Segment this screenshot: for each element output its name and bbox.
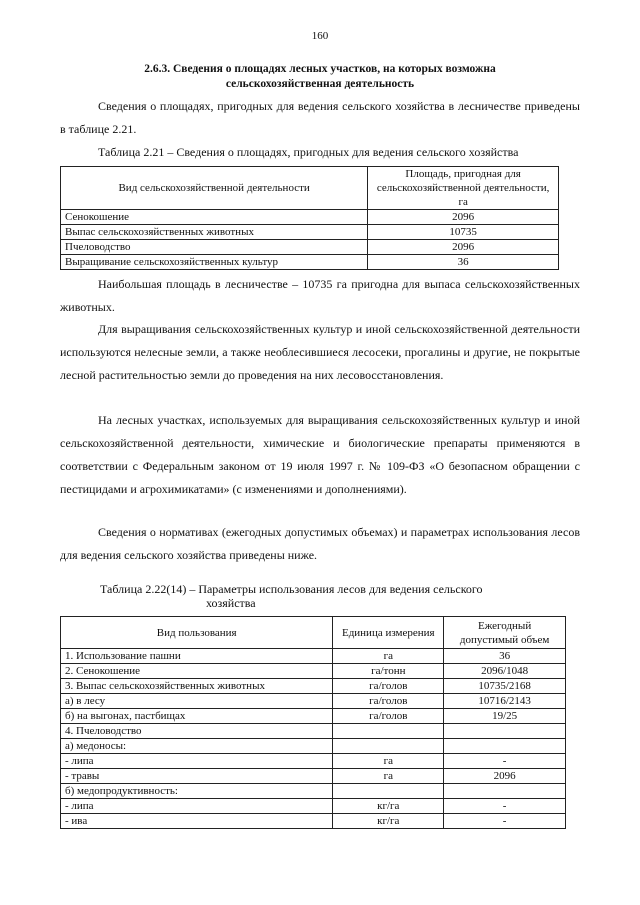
cell-use-type: б) медопродуктивность: xyxy=(61,784,333,799)
table-2-21-caption: Таблица 2.21 – Сведения о площадях, пригодных для ведения сельского хозяйства xyxy=(98,145,519,159)
cell-volume: - xyxy=(444,754,566,769)
table-row xyxy=(61,694,566,709)
cell-volume: - xyxy=(444,799,566,814)
cell-area: 36 xyxy=(368,255,559,270)
cell-volume: 19/25 xyxy=(444,709,566,724)
cell-volume xyxy=(444,724,566,739)
header-use-type: Вид пользования xyxy=(61,617,333,649)
table-2-22-caption xyxy=(100,582,483,610)
cell-volume: 2096/1048 xyxy=(444,664,566,679)
table-row xyxy=(61,240,559,255)
table-row xyxy=(61,649,566,664)
header-activity: Вид сельскохозяйственной деятельности xyxy=(61,167,368,210)
norms-paragraph: Сведения о нормативах (ежегодных допустимых объемах) и параметрах использования лесов для ведения сельского хозяйства приведены ниже. xyxy=(60,525,580,562)
cell-volume: 36 xyxy=(444,649,566,664)
cell-area: 2096 xyxy=(368,210,559,225)
cell-volume: 10735/2168 xyxy=(444,679,566,694)
cell-unit: га/голов xyxy=(333,694,444,709)
cell-activity: Сенокошение xyxy=(61,210,368,225)
cell-use-type: 1. Использование пашни xyxy=(61,649,333,664)
cell-use-type: 3. Выпас сельскохозяйственных животных xyxy=(61,679,333,694)
table-row xyxy=(61,225,559,240)
cell-volume: - xyxy=(444,814,566,829)
table-row xyxy=(61,724,566,739)
cell-activity: Выпас сельскохозяйственных животных xyxy=(61,225,368,240)
table-row xyxy=(61,210,559,225)
cell-area: 10735 xyxy=(368,225,559,240)
page-number: 160 xyxy=(311,30,329,42)
table-row xyxy=(61,739,566,754)
cell-area: 2096 xyxy=(368,240,559,255)
table-row xyxy=(61,784,566,799)
cell-use-type: - липа xyxy=(61,799,333,814)
cell-unit: га xyxy=(333,769,444,784)
section-heading-line2: сельскохозяйственная деятельность xyxy=(225,78,415,90)
section-heading-line1: 2.6.3. Сведения о площадях лесных участков, на которых возможна xyxy=(144,63,496,75)
table-row xyxy=(61,754,566,769)
section-heading xyxy=(60,62,580,92)
cell-activity: Пчеловодство xyxy=(61,240,368,255)
cell-volume: 10716/2143 xyxy=(444,694,566,709)
lands-paragraph: Для выращивания сельскохозяйственных культур и иной сельскохозяйственной деятельности используются нелесные земли, а также необлесившиеся лесосеки, прогалины и другие, не покрытые лесной растительностью земли до проведения на них лесовосстановления. xyxy=(60,322,580,382)
cell-use-type: - травы xyxy=(61,769,333,784)
cell-unit: га xyxy=(333,649,444,664)
cell-use-type: 2. Сенокошение xyxy=(61,664,333,679)
header-area: Площадь, пригодная для сельскохозяйственной деятельности, га xyxy=(368,167,559,210)
chemicals-paragraph: На лесных участках, используемых для выращивания сельскохозяйственных культур и иной сельскохозяйственной деятельности, химические и биологические препараты применяются в соответствии с Федеральным законом от 19 июля 1997 г. № 109-ФЗ «О безопасном обращении с пестицидами и агрохимикатами» (с изменениями и дополнениями). xyxy=(60,413,580,496)
table-row xyxy=(61,679,566,694)
cell-use-type: б) на выгонах, пастбищах xyxy=(61,709,333,724)
cell-use-type: - липа xyxy=(61,754,333,769)
cell-use-type: 4. Пчеловодство xyxy=(61,724,333,739)
cell-use-type: а) медоносы: xyxy=(61,739,333,754)
cell-volume xyxy=(444,739,566,754)
header-volume: Ежегодный допустимый объем xyxy=(444,617,566,649)
cell-unit: га/голов xyxy=(333,679,444,694)
cell-unit: га/тонн xyxy=(333,664,444,679)
table-row xyxy=(61,814,566,829)
cell-use-type: а) в лесу xyxy=(61,694,333,709)
table-row xyxy=(61,255,559,270)
cell-unit: кг/га xyxy=(333,799,444,814)
table-row xyxy=(61,664,566,679)
max-area-paragraph: Наибольшая площадь в лесничестве – 10735 га пригодна для выпаса сельскохозяйственных животных. xyxy=(60,277,580,314)
cell-unit xyxy=(333,739,444,754)
cell-unit: кг/га xyxy=(333,814,444,829)
cell-volume: 2096 xyxy=(444,769,566,784)
table-2-22-caption-line2: хозяйства xyxy=(206,596,256,610)
cell-unit xyxy=(333,784,444,799)
table-2-21 xyxy=(60,166,559,270)
table-row xyxy=(61,769,566,784)
table-row xyxy=(61,709,566,724)
table-header-row xyxy=(61,167,559,210)
table-2-22-caption-line1: Таблица 2.22(14) – Параметры использования лесов для ведения сельского xyxy=(100,582,483,596)
cell-unit: га xyxy=(333,754,444,769)
table-row xyxy=(61,799,566,814)
table-2-22 xyxy=(60,616,566,829)
table-header-row xyxy=(61,617,566,649)
cell-activity: Выращивание сельскохозяйственных культур xyxy=(61,255,368,270)
cell-unit: га/голов xyxy=(333,709,444,724)
header-unit: Единица измерения xyxy=(333,617,444,649)
intro-paragraph: Сведения о площадях, пригодных для ведения сельского хозяйства в лесничестве приведены в таблице 2.21. xyxy=(60,99,580,136)
cell-unit xyxy=(333,724,444,739)
cell-use-type: - ива xyxy=(61,814,333,829)
cell-volume xyxy=(444,784,566,799)
